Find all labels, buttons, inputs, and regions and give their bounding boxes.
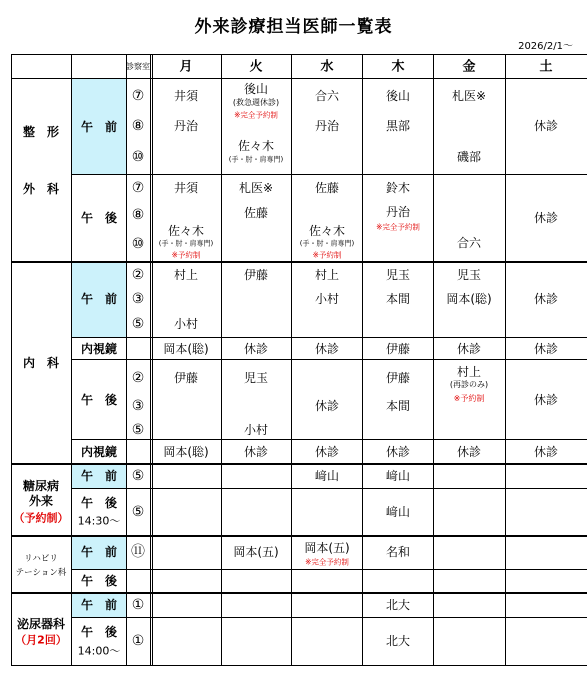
- endoscopy-doctor: 休診: [243, 445, 269, 459]
- doctor-name: 村上: [314, 268, 340, 282]
- grid-line: [505, 54, 506, 666]
- room-number: ⑧: [131, 207, 145, 223]
- doctor-name: 﨑山: [385, 505, 411, 519]
- doctor-note: (救急週休診): [232, 98, 280, 107]
- grid-line: [150, 54, 153, 666]
- doctor-name: 後山: [385, 89, 411, 103]
- doctor-name: 児玉: [385, 268, 411, 282]
- grid-line: [11, 535, 587, 537]
- dept-rehab-line1: リハビリ: [24, 553, 58, 564]
- page-title: 外来診療担当医師一覧表: [194, 17, 393, 37]
- doctor-name: 名和: [385, 545, 411, 559]
- endoscopy-doctor: 休診: [243, 342, 269, 356]
- reservation-note: ※予約制: [453, 394, 485, 403]
- room-number: ⑦: [131, 88, 145, 104]
- session-time-diabetes: 14:30～: [77, 514, 121, 528]
- grid-line: [126, 54, 127, 666]
- day-header-thu: 木: [391, 59, 405, 75]
- grid-line: [11, 592, 587, 594]
- dept-orthopedics-line1: 整 形: [22, 125, 60, 139]
- endoscopy-doctor: 休診: [533, 342, 559, 356]
- session-am-rehab: 午 前: [80, 545, 118, 559]
- dept-internal-medicine: 内 科: [22, 356, 60, 370]
- dept-rehab-line2: テーション科: [15, 567, 67, 578]
- room-number: ③: [131, 398, 145, 414]
- room-number: ⑧: [131, 118, 145, 134]
- room-number: ⑩: [131, 236, 145, 252]
- doctor-name: 佐々木: [167, 224, 205, 238]
- doctor-note: (手・肘・肩専門): [158, 239, 214, 248]
- doctor-note: (手・肘・肩専門): [228, 155, 284, 164]
- doctor-name: 岡本(五): [233, 545, 279, 559]
- room-number: ①: [131, 633, 145, 649]
- doctor-name: 佐々木: [237, 139, 275, 153]
- grid-line: [71, 54, 72, 666]
- session-am-ortho: 午 前: [80, 120, 118, 134]
- endoscopy-doctor: 岡本(聡): [163, 342, 209, 356]
- endoscopy-doctor: 伊藤: [385, 342, 411, 356]
- grid-line: [221, 54, 222, 666]
- doctor-name: 佐藤: [314, 181, 340, 195]
- closed-label: 休診: [533, 211, 559, 225]
- grid-line: [71, 617, 587, 618]
- doctor-name: 本間: [385, 292, 411, 306]
- closed-label: 休診: [533, 393, 559, 407]
- room-number: ②: [131, 267, 145, 283]
- session-am-urology: 午 前: [80, 598, 118, 612]
- doctor-name: 小村: [243, 423, 269, 437]
- endoscopy-doctor: 休診: [456, 342, 482, 356]
- session-pm-ortho: 午 後: [80, 211, 118, 225]
- grid-line: [71, 439, 587, 440]
- grid-line: [11, 78, 587, 79]
- endoscopy-doctor: 岡本(聡): [163, 445, 209, 459]
- grid-line: [71, 359, 587, 360]
- effective-date: 2026/2/1～: [518, 41, 573, 52]
- doctor-name: 佐藤: [243, 206, 269, 220]
- doctor-name: 小村: [173, 317, 199, 331]
- reservation-note: ※予約制: [312, 250, 342, 260]
- closed-label: 休診: [533, 119, 559, 133]
- doctor-name: 井須: [173, 181, 199, 195]
- doctor-name: 児玉: [243, 371, 269, 385]
- doctor-name: 井須: [173, 89, 199, 103]
- day-header-fri: 金: [462, 59, 476, 75]
- doctor-note: (手・肘・肩専門): [299, 239, 355, 248]
- doctor-name: 﨑山: [385, 469, 411, 483]
- doctor-name: 佐々木: [308, 224, 346, 238]
- room-number: ⑤: [131, 316, 145, 332]
- session-am-diabetes: 午 前: [80, 469, 118, 483]
- room-number: ⑤: [131, 468, 145, 484]
- room-number: ⑦: [131, 180, 145, 196]
- doctor-name: 後山: [243, 82, 269, 96]
- dept-urology: 泌尿器科: [16, 617, 66, 631]
- room-number: ⑩: [131, 149, 145, 165]
- room-number: ③: [131, 291, 145, 307]
- reservation-note: ※予約制: [171, 250, 201, 260]
- dept-urology-note: （月2回）: [15, 633, 67, 647]
- reservation-note: ※完全予約制: [234, 110, 278, 120]
- grid-line: [362, 54, 363, 666]
- session-endoscopy-pm: 内視鏡: [80, 445, 118, 459]
- grid-line: [291, 54, 292, 666]
- doctor-name: 村上: [173, 268, 199, 282]
- session-pm-urology: 午 後: [80, 625, 118, 639]
- grid-line: [71, 174, 587, 175]
- dept-orthopedics-line2: 外 科: [22, 182, 60, 196]
- room-number: ⑤: [131, 504, 145, 520]
- doctor-name: 﨑山: [314, 469, 340, 483]
- doctor-name: 合六: [314, 89, 340, 103]
- doctor-name: 小村: [314, 292, 340, 306]
- room-number: ②: [131, 370, 145, 386]
- grid-line: [11, 54, 12, 666]
- reservation-note: ※完全予約制: [305, 557, 349, 567]
- endoscopy-doctor: 休診: [456, 445, 482, 459]
- grid-line: [11, 261, 587, 263]
- doctor-name: 合六: [456, 236, 482, 250]
- doctor-name: 鈴木: [385, 181, 411, 195]
- day-header-wed: 水: [320, 59, 334, 75]
- doctor-note: (再診のみ): [449, 380, 489, 389]
- doctor-name: 札医※: [238, 181, 274, 195]
- room-number: ①: [131, 597, 145, 613]
- endoscopy-doctor: 休診: [533, 445, 559, 459]
- dept-diabetes-note: （予約制）: [13, 511, 69, 525]
- session-time-urology: 14:00～: [77, 644, 121, 658]
- doctor-name: 北大: [385, 598, 411, 612]
- session-endoscopy-am: 内視鏡: [80, 342, 118, 356]
- doctor-name: 札医※: [451, 89, 487, 103]
- doctor-name: 岡本(聡): [446, 292, 492, 306]
- grid-line: [433, 54, 434, 666]
- grid-line: [11, 463, 587, 465]
- session-pm-diabetes: 午 後: [80, 496, 118, 510]
- closed-label: 休診: [314, 399, 340, 413]
- grid-line: [11, 54, 587, 55]
- grid-line: [71, 337, 587, 338]
- schedule-table: [11, 54, 587, 666]
- doctor-name: 伊藤: [243, 268, 269, 282]
- closed-label: 休診: [533, 292, 559, 306]
- day-header-sat: 土: [539, 59, 553, 75]
- doctor-name: 村上: [456, 365, 482, 379]
- doctor-name: 丹治: [314, 119, 340, 133]
- doctor-name: 黒部: [385, 119, 411, 133]
- session-pm-internal: 午 後: [80, 393, 118, 407]
- dept-diabetes-line1: 糖尿病: [22, 479, 60, 493]
- endoscopy-doctor: 休診: [314, 342, 340, 356]
- reservation-note: ※完全予約制: [376, 222, 420, 232]
- day-header-tue: 火: [249, 59, 263, 75]
- day-header-mon: 月: [179, 59, 193, 75]
- endoscopy-doctor: 休診: [314, 445, 340, 459]
- session-am-internal: 午 前: [80, 292, 118, 306]
- room-column-header: 診察室: [126, 62, 150, 71]
- doctor-name: 磯部: [456, 150, 482, 164]
- grid-line: [71, 569, 587, 570]
- doctor-name: 伊藤: [385, 371, 411, 385]
- doctor-name: 岡本(五): [304, 541, 350, 555]
- endoscopy-doctor: 休診: [385, 445, 411, 459]
- grid-line: [71, 488, 587, 489]
- doctor-name: 児玉: [456, 268, 482, 282]
- session-pm-rehab: 午 後: [80, 574, 118, 588]
- doctor-name: 北大: [385, 634, 411, 648]
- doctor-name: 丹治: [385, 205, 411, 219]
- doctor-name: 伊藤: [173, 371, 199, 385]
- doctor-name: 丹治: [173, 119, 199, 133]
- dept-diabetes-line2: 外来: [28, 494, 54, 508]
- doctor-name: 本間: [385, 399, 411, 413]
- grid-line: [11, 665, 587, 666]
- room-number: ⑤: [131, 422, 145, 438]
- room-number: ⑪: [131, 544, 145, 560]
